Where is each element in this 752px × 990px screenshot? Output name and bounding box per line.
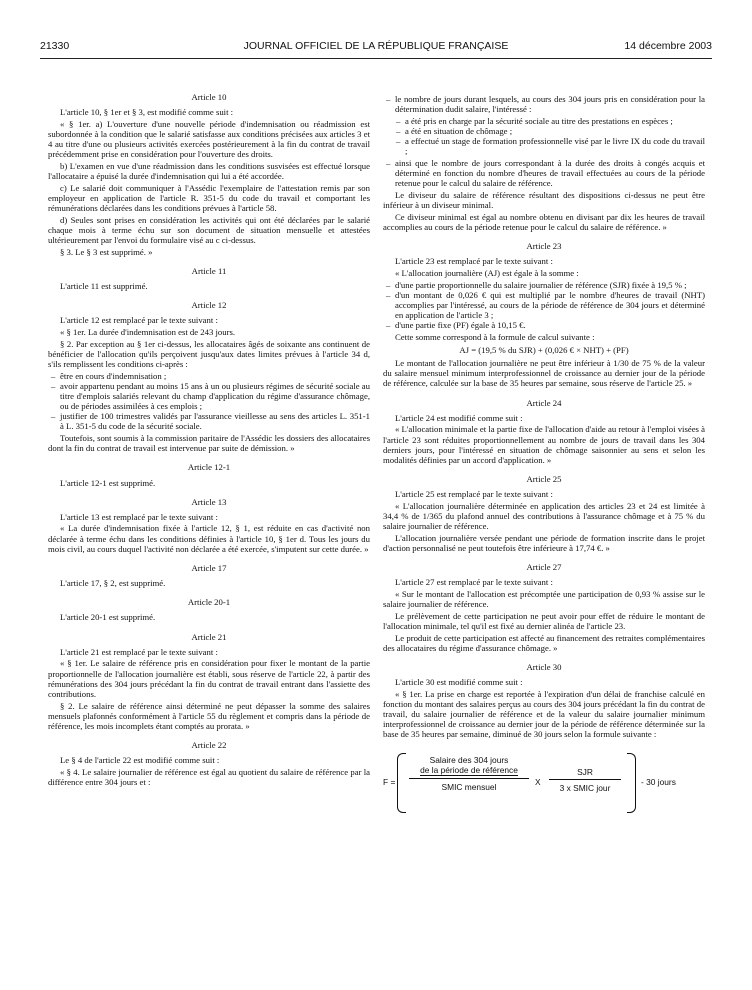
right-column (383, 94, 705, 974)
paragraph: Le diviseur du salaire de référence résultant des dispositions ci-dessus ne peut être inférieur à un diviseur minimal. (383, 189, 705, 211)
paragraph: « § 1er. a) L'ouverture d'une nouvelle période d'indemnisation ou réadmission est subordonnée à la condition que le salarié satisfasse aux conditions précisées aux articles 3 et 4 au titre d'une ou plusieurs activités exercées postérieurement à la fin du contrat de travail précédemment prise en considération pour l'ouverture des droits. (48, 118, 370, 160)
paragraph: L'article 20-1 est supprimé. (60, 612, 156, 623)
paragraph: Ce diviseur minimal est égal au nombre obtenu en divisant par dix les heures de travail accomplies au cours de la période retenue pour le calcul du salaire de référence. » (383, 211, 705, 232)
paragraph: « La durée d'indemnisation fixée à l'article 12, § 1, est réduite en cas d'activité non déclarée à terme échu dans les conditions définies à l'article 10, § 1er d. Tous les jours du mois civil, au cours duquel l'activité non déclarée a été exercée, s'imputent sur cette durée. » (48, 523, 370, 554)
article-21-title: Article 21 (191, 631, 227, 642)
article-12-title: Article 12 (191, 300, 227, 311)
article-22-list-2 (383, 158, 705, 188)
paragraph: Le § 4 de l'article 22 est modifié comme suit : (60, 755, 220, 766)
paragraph: « Sur le montant de l'allocation est précomptée une participation de 0,93 % assise sur le salaire journalier de référence. (383, 588, 705, 610)
paragraph: L'allocation journalière versée pendant une période de formation inscrite dans le projet d'action personnalisé ne peut toutefois être inférieure à 17,74 €. » (383, 532, 705, 553)
paragraph: « L'allocation journalière déterminée en application des articles 23 et 24 est limitée à 34,4 % de 1/365 du plafond annuel des contributions à l'assurance chômage et à 75 % du salaire journalier de référence. (383, 500, 705, 532)
article-12-list (48, 371, 370, 432)
numerator-line-2: de la période de référence (420, 765, 518, 776)
article-23-title: Article 23 (526, 241, 562, 252)
formula-tail: - 30 jours (641, 777, 676, 788)
article-24-title: Article 24 (526, 397, 562, 408)
paragraph: « L'allocation journalière (AJ) est égale à la somme : (395, 267, 579, 278)
article-30-title: Article 30 (526, 661, 562, 672)
right-brace (627, 753, 636, 813)
paragraph: c) Le salarié doit communiquer à l'Assédic l'exemplaire de l'attestation remis par son employeur en application de l'article R. 351-5 du code du travail et comportant les rémunérations déclarées dans les conditions prévues à l'article 58. (48, 182, 370, 214)
paragraph: L'article 11 est supprimé. (60, 281, 148, 291)
journal-title: JOURNAL OFFICIEL DE LA RÉPUBLIQUE FRANÇAISE (243, 40, 509, 52)
paragraph: « L'allocation minimale et la partie fixe de l'allocation d'aide au retour à l'emploi visées à l'article 23 sont réduites proportionnellement au nombre de jours de travail dans les 304 derniers jours, pour l'intéressé en situation de chômage saisonnier au sens et selon les modalités définies par un accord d'application. » (383, 424, 705, 465)
article-10-title: Article 10 (191, 92, 227, 102)
paragraph: Le prélèvement de cette participation ne peut avoir pour effet de réduire le montant de l'allocation minimale, tel qu'il est fixé au dernier alinéa de l'article 23. (383, 610, 705, 631)
list-item: – le nombre de jours durant lesquels, au cours des 304 jours pris en considération pour la détermination dudit salaire, l'intéressé : (383, 94, 705, 114)
numerator-line-1: Salaire des 304 jours (429, 755, 509, 766)
article-22-title: Article 22 (191, 739, 227, 750)
paragraph: § 3. Le § 3 est supprimé. » (60, 246, 153, 257)
aj-formula: AJ = (19,5 % du SJR) + (0,026 € × NHT) + (PF) (459, 344, 629, 355)
list-item: – a été en situation de chômage ; (383, 126, 705, 136)
paragraph: Toutefois, sont soumis à la commission paritaire de l'Assédic les dossiers des allocataires dont la fin du contrat de travail est intervenue par suite de démission. » (48, 433, 370, 454)
paragraph: L'article 27 est remplacé par le texte suivant : (395, 577, 553, 588)
fraction-salary (409, 755, 529, 792)
franchise-formula (383, 749, 705, 819)
paragraph: Le produit de cette participation est affecté au financement des retraites complémentaires des allocataires du régime d'assurance chômage. » (383, 632, 705, 653)
paragraph: L'article 24 est modifié comme suit : (395, 412, 523, 423)
list-item: – a été pris en charge par la sécurité sociale au titre des prestations en espèces ; (383, 116, 705, 126)
paragraph: Le montant de l'allocation journalière ne peut être inférieur à 1/30 de 75 % de la valeur du salaire mensuel minimum interprofessionnel de croissance au dernier jour de la période de référence, calculée sur la base de 35 heures par semaine, sous réserve de l'article 25. » (383, 358, 705, 389)
list-item: – d'un montant de 0,026 € qui est multiplié par le nombre d'heures de travail (NHT) accomplies par l'intéressé, au cours de la période de référence de 304 jours et déterminé en application de l'article 3 ; (383, 290, 705, 320)
paragraph: « § 1er. La durée d'indemnisation est de 243 jours. (60, 326, 236, 337)
list-item: – être en cours d'indemnisation ; (48, 371, 370, 381)
list-item: – d'une partie fixe (PF) égale à 10,15 €. (383, 320, 705, 330)
times-sign: X (535, 777, 541, 788)
list-item: – a effectué un stage de formation professionnelle visé par le livre IX du code du travail ; (383, 136, 705, 156)
page-number: 21330 (40, 40, 70, 52)
paragraph: § 2. Le salaire de référence ainsi déterminé ne peut dépasser la somme des salaires mensuels plafonnés conformément à l'article 55 du règlement et compris dans la période de référence, les mois incomplets étant comptés au prorata. » (48, 700, 370, 731)
article-13-title: Article 13 (191, 496, 227, 507)
paragraph: L'article 25 est remplacé par le texte suivant : (395, 489, 553, 500)
paragraph: L'article 17, § 2, est supprimé. (60, 578, 166, 589)
numerator: SJR (577, 767, 593, 778)
left-brace (397, 753, 406, 813)
paragraph: d) Seules sont prises en considération les activités qui ont été déclarées par le salarié chaque mois à terme échu sur son document de situation mensuelle et attestées ultérieurement par l'envoi du formulaire visé au c ci-dessus. (48, 214, 370, 246)
fraction-sjr (549, 767, 621, 793)
paragraph: b) L'examen en vue d'une réadmission dans les conditions susvisées est effectué lorsque l'allocataire a épuisé la durée d'indemnisation qui lui a été accordée. (48, 160, 370, 182)
paragraph: Cette somme correspond à la formule de calcul suivante : (395, 331, 595, 342)
denominator: SMIC mensuel (409, 778, 529, 792)
denominator: 3 x SMIC jour (549, 779, 621, 793)
left-column (48, 92, 370, 972)
paragraph: L'article 30 est modifié comme suit : (395, 677, 523, 687)
paragraph: § 2. Par exception au § 1er ci-dessus, les allocataires âgés de soixante ans continuent de bénéficier de l'allocation qu'ils perçoivent jusqu'aux dates limites prévues à l'article 34 d, s'ils remplissent les conditions ci-après : (48, 338, 370, 369)
paragraph: L'article 10, § 1er et § 3, est modifié comme suit : (60, 107, 234, 118)
paragraph: « § 4. Le salaire journalier de référence est égal au quotient du salaire de référence par la différence entre 304 jours et : (48, 766, 370, 787)
paragraph: L'article 12 est remplacé par le texte suivant : (60, 315, 218, 326)
paragraph: « § 1er. La prise en charge est reportée à l'expiration d'un délai de franchise calculé en fonction du montant des salaires perçus au cours des 304 jours précédant la fin du contrat de travail, du salaire journalier de référence et de la valeur du salaire journalier minimum interprofessionnel de croissance au dernier jour de la période de référence déterminée sur la base de 35 heures par semaine, diminué de 30 jours selon la formule suivante : (383, 688, 705, 740)
article-17-title: Article 17 (191, 562, 227, 573)
article-12-1-title: Article 12-1 (187, 462, 231, 473)
article-22-list (383, 94, 705, 114)
paragraph: « § 1er. Le salaire de référence pris en considération pour fixer le montant de la partie proportionnelle de l'allocation journalière est établi, sous réserve de l'article 22, à partir des rémunérations des 304 jours précédant la fin du contrat de travail entrant dans l'assiette des contributions. (48, 658, 370, 699)
article-11-title: Article 11 (191, 265, 227, 276)
header-rule (40, 58, 712, 59)
paragraph: L'article 12-1 est supprimé. (60, 477, 156, 488)
list-item: – ainsi que le nombre de jours correspondant à la durée des droits à congés acquis et déterminé en fonction du nombre d'heures de travail effectuées au cours de la période retenue pour le calcul du salaire de référence. (383, 158, 705, 188)
page-header (40, 40, 712, 56)
article-22-sublist (383, 116, 705, 157)
list-item: – justifier de 100 trimestres validés par l'assurance vieillesse au sens des articles L. 351-1 à L. 351-5 du code de la sécurité sociale. (48, 411, 370, 431)
publication-date: 14 décembre 2003 (624, 40, 712, 52)
list-item: – d'une partie proportionnelle du salaire journalier de référence (SJR) fixée à 19,5 % ; (383, 280, 705, 290)
article-27-title: Article 27 (526, 562, 562, 573)
article-25-title: Article 25 (526, 474, 562, 484)
paragraph: L'article 21 est remplacé par le texte suivant : (60, 646, 218, 657)
list-item: – avoir appartenu pendant au moins 15 ans à un ou plusieurs régimes de sécurité sociale au titre d'emplois salariés relevant du champ d'application du régime d'assurance chômage, ou de périodes assimilées à ces emplois ; (48, 381, 370, 411)
paragraph: L'article 13 est remplacé par le texte suivant : (60, 511, 218, 522)
paragraph: L'article 23 est remplacé par le texte suivant : (395, 256, 553, 267)
formula-lhs: F = (383, 777, 396, 788)
article-20-1-title: Article 20-1 (187, 597, 231, 608)
article-23-list (383, 280, 705, 331)
